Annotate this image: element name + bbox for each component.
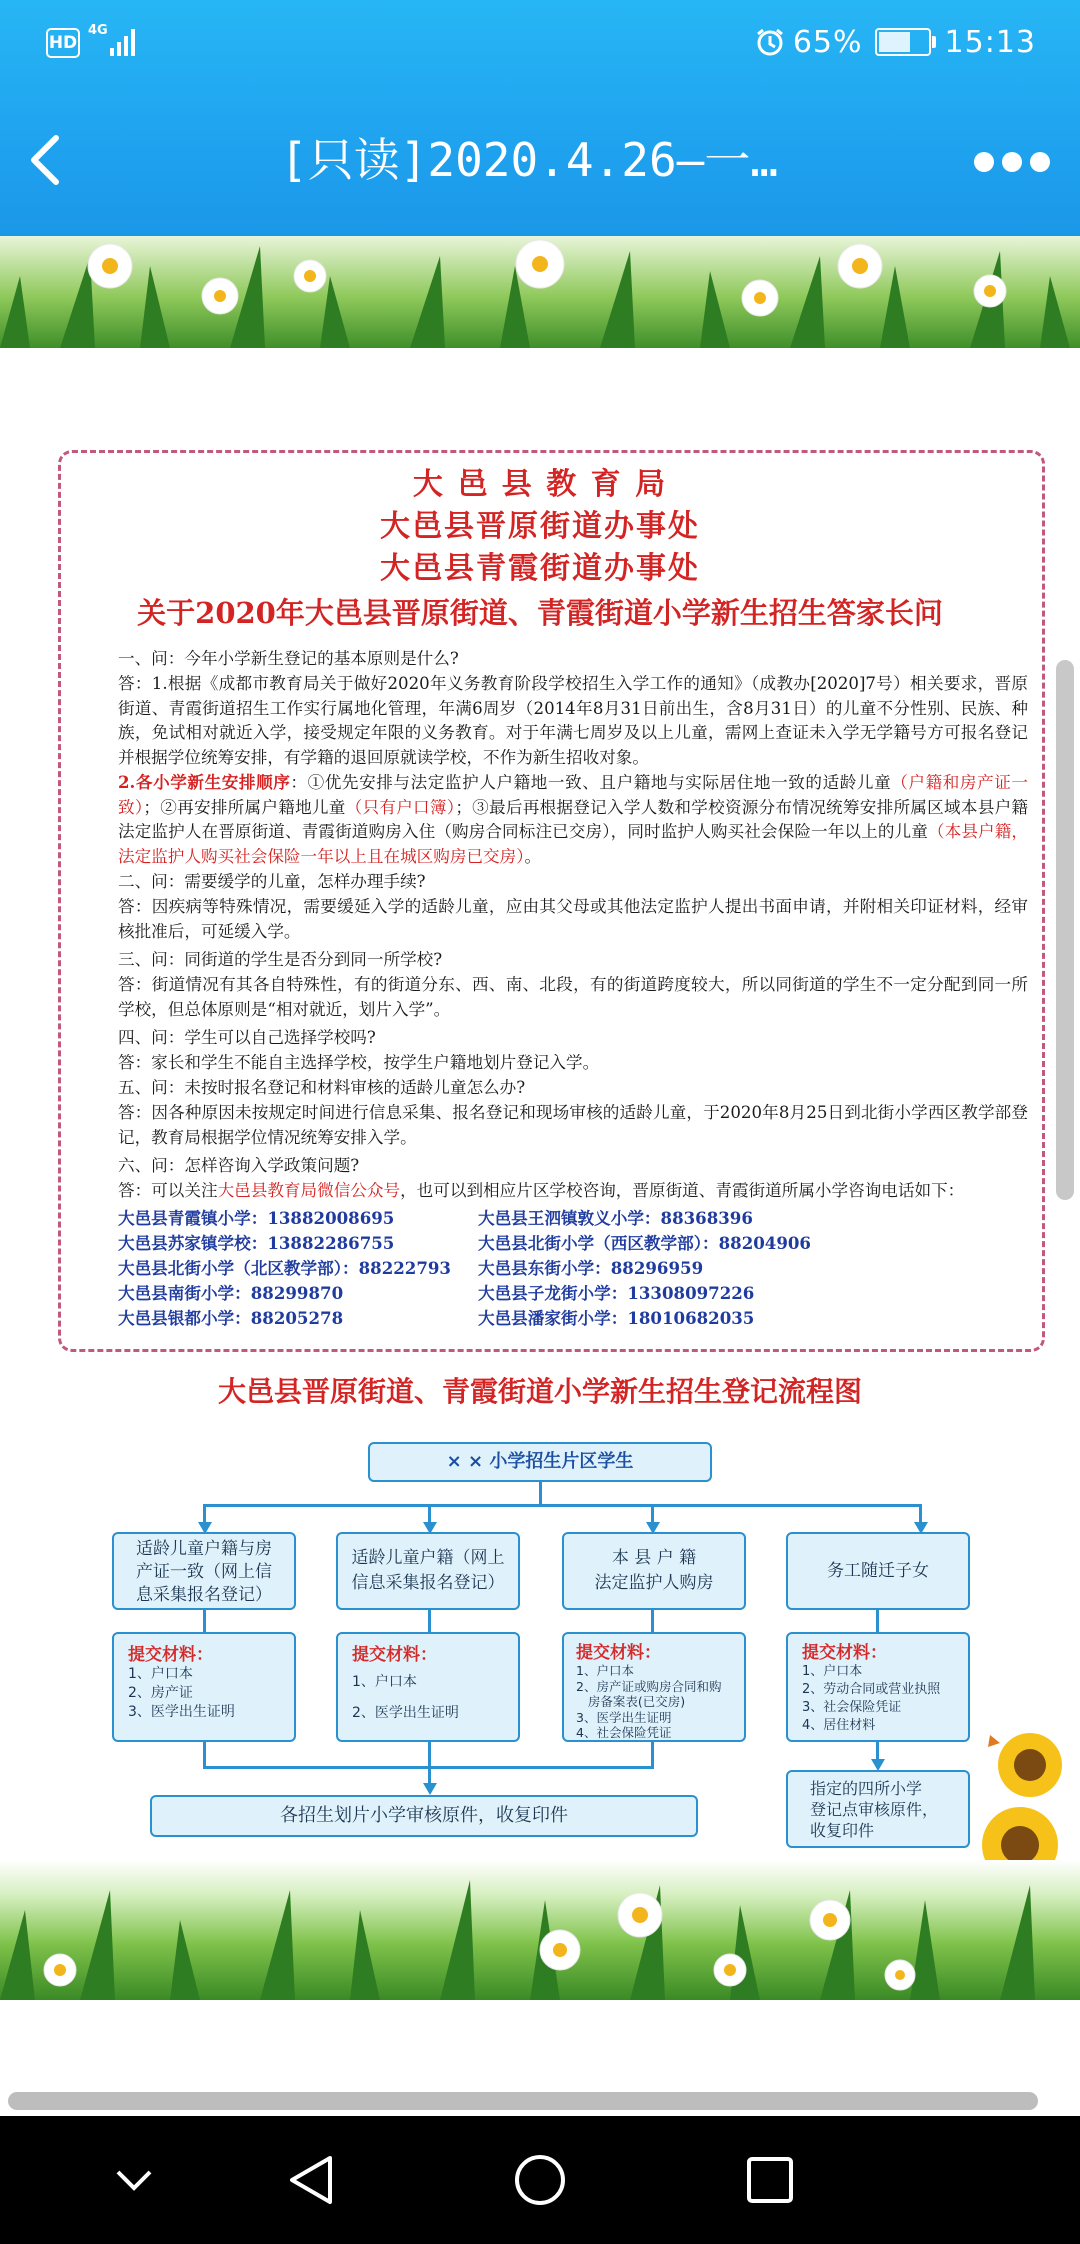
category-line: 本 县 户 籍 (611, 1548, 697, 1568)
status-right (755, 22, 1036, 62)
grass-illustration (0, 1860, 1080, 2000)
heading-education-bureau: 大 邑 县 教 育 局 (412, 467, 668, 502)
chevron-down-icon[interactable] (114, 2160, 154, 2200)
contact-entry: 大邑县北街小学（西区教学部）：88204906 (478, 1233, 811, 1253)
order-1-note: （户籍和房产证一致） (118, 773, 1029, 817)
materials-box-2 (336, 1632, 520, 1742)
back-icon[interactable] (286, 2154, 336, 2206)
category-line: 信息采集报名登记） (351, 1573, 505, 1593)
material-item: 2、劳动合同或营业执照 (802, 1682, 941, 1697)
category-line: 适龄儿童户籍（网上 (351, 1548, 505, 1568)
material-item: 2、房产证 (128, 1685, 193, 1701)
category-line: 法定监护人购房 (594, 1573, 714, 1593)
wechat-account: 大邑县教育局微信公众号 (217, 1181, 401, 1200)
battery-icon (875, 28, 931, 56)
material-item: 3、医学出生证明 (576, 1709, 672, 1725)
review-side-box (786, 1770, 970, 1848)
contact-entry: 大邑县王泗镇敦义小学：88368396 (478, 1208, 753, 1228)
contact-entry: 大邑县东街小学：88296959 (478, 1258, 704, 1278)
order-2-note: （只有户口簿） (345, 797, 456, 817)
material-item: 3、社会保险凭证 (802, 1700, 902, 1715)
answer-1: 答：1.根据《成都市教育局关于做好2020年义务教育阶段学校招生入学工作的通知》（成教办[2020]7号）相关要求，晋原街道、青霞街道招生工作实行属地化管理，年满6周岁（2014年8月31日前出生，含8月31日）的儿童不分性别、民族、种族，免试相对就近入学，接受规定年限的义务教育。对于年满七周岁及以上儿童，需网上查证未入学无学籍号方可报名登记并根据学位统筹安排，有学籍的退回原就读学校，不作为新生招收对象。 (118, 674, 1028, 767)
materials-label: 提交材料： (576, 1643, 661, 1663)
grass-illustration (0, 236, 1080, 348)
answer-2: 答：因疾病等特殊情况，需要缓延入学的适龄儿童，应由其父母或其他法定监护人提出书面申请，并附相关印证材料，经审核批准后，可延缓入学。 (118, 897, 1028, 941)
contact-entry: 大邑县南街小学：88299870 (118, 1283, 344, 1303)
document-title: [只读]2020.4.26—一… (280, 133, 779, 187)
material-item: 1、户口本 (576, 1663, 634, 1678)
category-line: 适龄儿童户籍与房 (136, 1539, 272, 1559)
review-line: 指定的四所小学 (810, 1779, 923, 1798)
flow-connector (203, 1742, 206, 1766)
flow-connector (203, 1504, 922, 1507)
poster-main-title: 关于2020年大邑县晋原街道、青霞街道小学新生招生答家长问 (137, 596, 943, 630)
answer-6-post: ，也可以到相应片区学校咨询，晋原街道、青霞街道所属小学咨询电话如下： (400, 1181, 965, 1200)
category-line: 息采集报名登记） (136, 1585, 272, 1605)
materials-box-1 (112, 1632, 296, 1742)
alarm-icon (755, 27, 785, 57)
bottom-flower-banner (0, 1860, 1080, 2000)
more-options-icon[interactable] (974, 152, 1050, 174)
material-item: 1、户口本 (352, 1674, 417, 1690)
hd-badge: HD (46, 28, 80, 58)
poster (0, 345, 1080, 1865)
question-6: 六、问：怎样咨询入学政策问题? (118, 1156, 360, 1175)
vertical-scrollbar[interactable] (1056, 660, 1074, 1200)
material-item: 1、户口本 (802, 1664, 863, 1679)
flow-connector (919, 1504, 922, 1524)
order-end: 。 (524, 846, 542, 866)
flow-connector (651, 1504, 654, 1524)
flowchart-title: 大邑县晋原街道、青霞街道小学新生招生登记流程图 (217, 1375, 862, 1408)
heading-qingxia-office: 大邑县青霞街道办事处 (380, 551, 700, 586)
back-arrow-icon[interactable] (18, 130, 78, 190)
system-nav-bar (0, 2116, 1080, 2244)
flow-connector (539, 1482, 542, 1504)
material-item: 房备案表(已交房) (576, 1694, 686, 1709)
answer-5: 答：因各种原因未按规定时间进行信息采集、报名登记和现场审核的适龄儿童，于2020年8月25日到北街小学西区教学部登记，教育局根据学位情况统筹安排入学。 (118, 1103, 1028, 1147)
flow-connector (876, 1610, 879, 1632)
answer-1-order (118, 770, 1028, 869)
material-item: 4、社会保险凭证 (576, 1725, 672, 1740)
flow-connector (651, 1742, 654, 1766)
material-item: 2、房产证或购房合同和购 (576, 1678, 722, 1694)
contact-entry: 大邑县子龙街小学：13308097226 (478, 1283, 755, 1303)
flow-connector (428, 1742, 431, 1785)
recents-icon[interactable] (746, 2156, 794, 2204)
question-4: 四、问：学生可以自己选择学校吗? (118, 1028, 376, 1047)
material-item: 3、医学出生证明 (128, 1704, 235, 1720)
contact-entry: 大邑县北街小学（北区教学部）：88222793 (118, 1258, 451, 1278)
heading-jinyuan-office: 大邑县晋原街道办事处 (380, 509, 700, 544)
answer-3: 答：街道情况有其各自特殊性，有的街道分东、西、南、北段，有的街道跨度较大，所以同街道的学生不一定分配到同一所学校，但总体原则是“相对就近，划片入学”。 (118, 975, 1028, 1019)
material-item: 2、医学出生证明 (352, 1705, 459, 1721)
flow-connector (651, 1610, 654, 1632)
contact-entry: 大邑县苏家镇学校：13882286755 (118, 1233, 395, 1253)
review-line: 登记点审核原件， (810, 1800, 939, 1819)
status-bar (0, 0, 1080, 84)
materials-label: 提交材料： (128, 1645, 213, 1665)
top-flower-banner (0, 236, 1080, 348)
answer-6-pre: 答：可以关注 (118, 1181, 218, 1200)
flow-connector (428, 1504, 431, 1524)
answer-4: 答：家长和学生不能自主选择学校，按学生户籍地划片登记入学。 (118, 1053, 600, 1072)
clock: 15:13 (944, 24, 1036, 60)
contact-entry: 大邑县潘家街小学：18010682035 (478, 1308, 755, 1328)
app-header (0, 0, 1080, 236)
question-2: 二、问：需要缓学的儿童，怎样办理手续? (118, 872, 426, 891)
contact-entry: 大邑县青霞镇小学：13882008695 (118, 1208, 395, 1228)
category-box-2 (336, 1532, 520, 1610)
materials-box-3 (562, 1632, 746, 1742)
review-main-box: 各招生划片小学审核原件，收复印件 (150, 1795, 698, 1837)
contact-entry: 大邑县银都小学：88205278 (118, 1308, 344, 1328)
category-line: 产证一致（网上信 (136, 1562, 272, 1582)
category-box-3 (562, 1532, 746, 1610)
category-line: 务工随迁子女 (827, 1561, 929, 1581)
material-item: 4、居住材料 (802, 1718, 876, 1733)
material-item: 1、户口本 (128, 1666, 193, 1682)
question-3: 三、问：同街道的学生是否分到同一所学校? (118, 950, 443, 969)
order-3-note: （本县户籍，法定监护人购买社会保险一年以上且在城区购房已交房） (118, 822, 1029, 866)
materials-label: 提交材料： (352, 1645, 437, 1665)
order-label: 2.各小学新生安排顺序 (118, 772, 291, 792)
review-line: 收复印件 (810, 1821, 875, 1840)
flow-connector (203, 1610, 206, 1632)
home-icon[interactable] (514, 2154, 566, 2206)
title-bar (0, 84, 1080, 236)
category-box-1 (112, 1532, 296, 1610)
materials-label: 提交材料： (802, 1643, 887, 1663)
battery-percent: 65% (792, 24, 863, 60)
signal-icon (110, 26, 140, 56)
flow-connector (428, 1610, 431, 1632)
answer-6 (118, 1179, 1028, 1204)
horizontal-scrollbar[interactable] (8, 2092, 1038, 2110)
order-1: ：①优先安排与法定监护人户籍地一致、且户籍地与实际居住地一致的适龄儿童 (290, 773, 892, 792)
contacts-right (478, 1206, 898, 1331)
flow-connector (203, 1504, 206, 1524)
network-type: 4G (88, 23, 108, 38)
materials-box-4 (786, 1632, 970, 1742)
flow-arrow (423, 1783, 437, 1795)
question-1: 一、问：今年小学新生登记的基本原则是什么? (118, 649, 459, 668)
question-5: 五、问：未按时报名登记和材料审核的适龄儿童怎么办? (118, 1078, 526, 1097)
flow-top-box: × × 小学招生片区学生 (368, 1442, 712, 1482)
contacts-left (118, 1206, 478, 1331)
order-2: ；②再安排所属户籍地儿童 (143, 797, 346, 817)
battery-fill (879, 32, 910, 52)
order-3: ；③最后再根据登记入学人数和学校资源分布情况统筹安排所属区域本县户籍法定监护人在晋原街道、青霞街道购房入住（购房合同标注已交房），同时监护人购买社会保险一年以上的儿童 (118, 797, 1029, 841)
category-box-4 (786, 1532, 970, 1610)
